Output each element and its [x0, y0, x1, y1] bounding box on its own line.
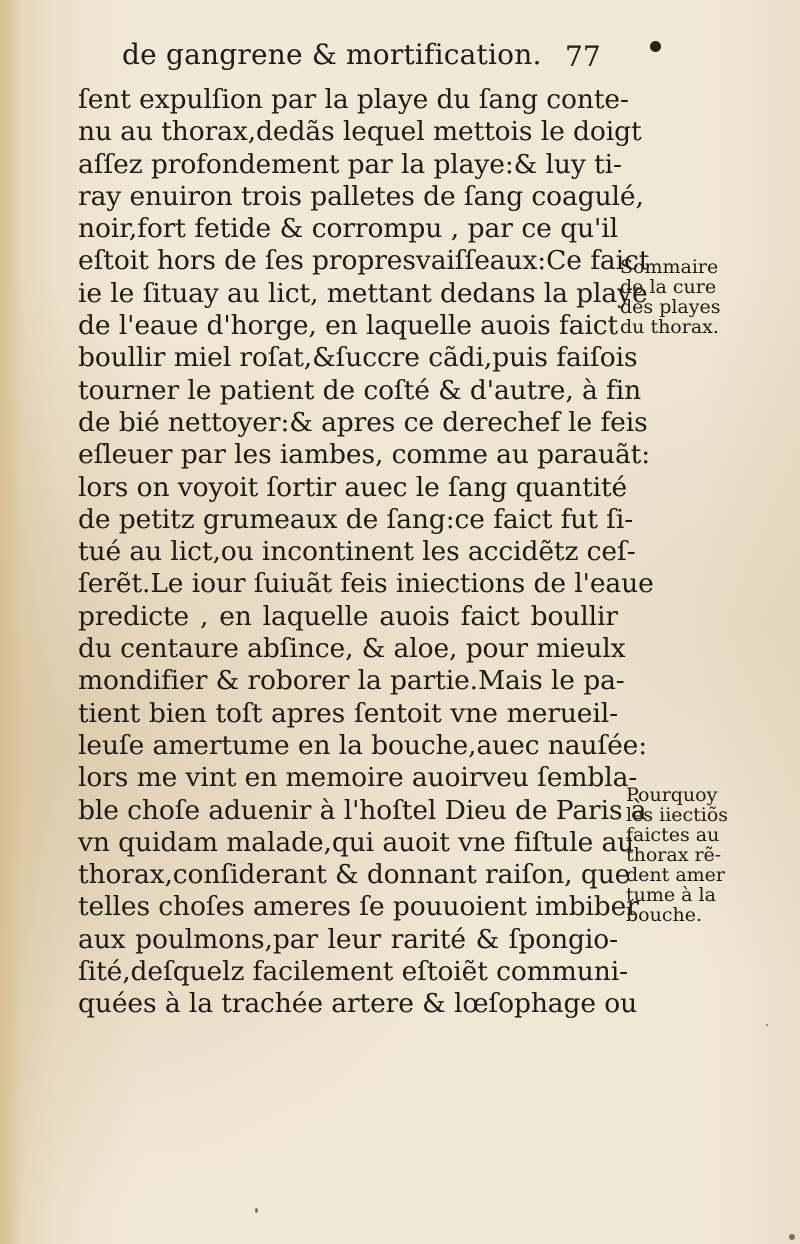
- ink-speck: [789, 1234, 795, 1240]
- margin-note-summary: [620, 258, 721, 338]
- text-line: aſſez profondement par la playe:& luy ti-: [78, 148, 622, 180]
- text-line: de l'eaue d'horge, en laquelle auois faict: [78, 310, 618, 342]
- margin-note-line: les iiectiõs: [626, 804, 729, 826]
- running-head: de gangrene & mortification.: [122, 38, 542, 71]
- text-line: ſité,deſquelz facilement eſtoiẽt communi-: [78, 956, 628, 988]
- text-line: aux poulmons,par leur rarité & ſpongio-: [78, 923, 618, 955]
- ink-speck: [766, 1024, 768, 1026]
- margin-note-line: dent amer: [626, 864, 725, 886]
- margin-note-line: Sommaire: [620, 256, 719, 278]
- text-line: tué au lict,ou incontinent les accidẽtz ceſ-: [78, 536, 636, 568]
- text-line: ſerẽt.Le iour ſuiuãt feis iniections de l'eaue: [78, 568, 654, 600]
- text-line: de bié nettoyer:& apres ce derechef le feis: [78, 406, 648, 438]
- text-line: ie le ſituay au lict, mettant dedans la playe: [78, 277, 648, 309]
- margin-note-line: thorax rẽ-: [626, 844, 722, 866]
- text-line: vn quidam malade,qui auoit vne fiſtule au: [78, 826, 635, 858]
- text-line: thorax,conſiderant & donnant raiſon, que: [78, 859, 631, 891]
- ink-speck: [255, 1208, 258, 1213]
- ink-stain: [650, 41, 661, 52]
- margin-note-bitterness: [626, 786, 728, 926]
- body-text: [78, 84, 654, 1021]
- text-line: nu au thorax,dedãs lequel mettois le doigt: [78, 116, 642, 148]
- text-line: du centaure abſince, & aloe, pour mieulx: [78, 633, 626, 665]
- text-line: tourner le patient de coſté & d'autre, à fin: [78, 374, 642, 406]
- text-line: predicte , en laquelle auois faict boullir: [78, 600, 618, 632]
- margin-note-line: du thorax.: [620, 316, 719, 338]
- text-line: boullir miel roſat,&ſuccre cãdi,puis faiſois: [78, 342, 638, 374]
- text-line: mondifier & roborer la partie.Mais le pa-: [78, 665, 625, 697]
- page-number: 77: [565, 40, 601, 73]
- page-gutter-shadow: [0, 0, 22, 1244]
- margin-note-line: tume à la: [626, 884, 716, 906]
- text-line: lors me vint en memoire auoirveu ſembla-: [78, 762, 638, 794]
- text-line: telles choſes ameres ſe pouuoient imbiber: [78, 891, 639, 923]
- margin-note-line: des playes: [620, 296, 721, 318]
- text-line: eſleuer par les iambes, comme au parauãt:: [78, 439, 651, 471]
- margin-note-line: de la cure: [620, 276, 717, 298]
- text-line: ſent expulſion par la playe du ſang conte-: [78, 84, 629, 115]
- margin-note-line: bouche.: [626, 904, 702, 926]
- text-line: ble choſe aduenir à l'hoſtel Dieu de Paris à: [78, 794, 647, 826]
- text-line: eſtoit hors de ſes propresvaiſſeaux:Ce faict: [78, 245, 650, 277]
- margin-note-line: faictes au: [626, 824, 720, 846]
- text-line: noir,fort fetide & corrompu , par ce qu'il: [78, 213, 618, 245]
- text-line: leuſe amertume en la bouche,auec nauſée:: [78, 729, 648, 761]
- text-line: quées à la trachée artere & lœſophage ou: [78, 988, 638, 1020]
- margin-note-line: Pourquoy: [626, 784, 718, 806]
- text-line: de petitz grumeaux de ſang:ce faict fut ſi-: [78, 503, 634, 535]
- text-line: lors on voyoit ſortir auec le ſang quantité: [78, 471, 628, 503]
- text-line: ray enuiron trois palletes de ſang coagulé,: [78, 180, 644, 212]
- text-line: tient bien toſt apres ſentoit vne merueil-: [78, 697, 618, 729]
